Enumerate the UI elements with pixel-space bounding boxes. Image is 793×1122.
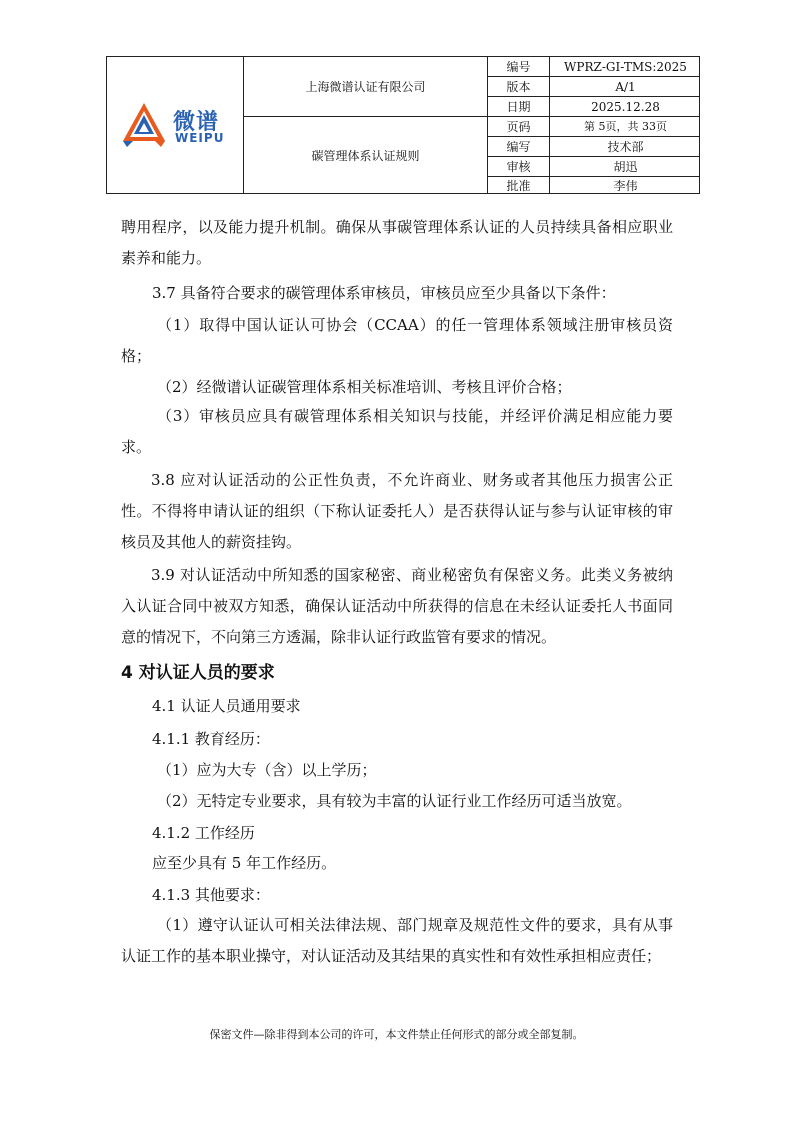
clause-4-1-3-item-1: （1）遵守认证认可相关法律法规、部门规章及规范性文件的要求，具有从事认证工作的基本职业操守，对认证活动及其结果的真实性和有效性承担相应责任； [121,916,673,965]
label-approver: 批准 [506,179,531,193]
section-heading-4: 4 对认证人员的要求 [121,663,275,683]
document-title: 碳管理体系认证规则 [311,149,420,163]
value-author: 技术部 [607,139,644,154]
label-date: 日期 [506,99,531,114]
clause-3-7-item-3: （3）审核员应具有碳管理体系相关知识与技能，并经评价满足相应能力要求。 [121,407,673,456]
value-date: 2025.12.28 [591,99,660,114]
value-page: 第 5页，共 33页 [584,120,667,133]
clause-4-1-3: 4.1.3 其他要求： [152,886,270,904]
weipu-logo [121,101,231,147]
confidential-footer: 保密文件—除非得到本公司的许可，本文件禁止任何形式的部分或全部复制。 [209,1028,584,1041]
clause-4-1-2: 4.1.2 工作经历 [152,824,255,842]
logo-chinese-text: 微谱 [173,110,220,135]
clause-4-1-1-item-2: （2）无特定专业要求，具有较为丰富的认证行业工作经历可适当放宽。 [157,792,632,810]
clause-3-8: 3.8 应对认证活动的公正性负责，不允许商业、财务或者其他压力损害公正性。不得将申请认证的组织（下称认证委托人）是否获得认证与参与认证审核的审核员及其他人的薪资挂钩。 [121,471,673,551]
logo-english-text: WEIPU [175,131,225,145]
clause-3-7-item-1: （1）取得中国认证认可协会（CCAA）的任一管理体系领域注册审核员资格； [121,316,673,365]
label-number: 编号 [506,59,531,74]
clause-4-1-1-item-1: （1）应为大专（含）以上学历； [157,761,377,779]
paragraph-continuation: 聘用程序，以及能力提升机制。确保从事碳管理体系认证的人员持续具备相应职业素养和能力。 [121,218,673,267]
value-reviewer: 胡迅 [613,159,638,174]
label-page: 页码 [506,119,531,134]
value-approver: 李伟 [613,179,638,193]
value-number: WPRZ-GI-TMS:2025 [564,59,687,74]
weipu-logo-mark-icon [121,101,167,147]
value-version: A/1 [615,79,636,94]
label-version: 版本 [506,79,531,94]
clause-4-1-1: 4.1.1 教育经历： [152,730,270,748]
clause-4-1: 4.1 认证人员通用要求 [152,697,301,715]
clause-3-9: 3.9 对认证活动中所知悉的国家秘密、商业秘密负有保密义务。此类义务被纳入认证合同中被双方知悉，确保认证活动中所获得的信息在未经认证委托人书面同意的情况下，不向第三方透漏，除非认证行政监管有要求的情况。 [121,566,673,646]
clause-4-1-2-text: 应至少具有 5 年工作经历。 [152,854,337,872]
clause-3-7: 3.7 具备符合要求的碳管理体系审核员，审核员应至少具备以下条件： [152,284,616,302]
label-author: 编写 [506,139,531,154]
label-reviewer: 审核 [506,159,531,174]
document-header-table [106,56,700,194]
clause-3-7-item-2: （2）经微谱认证碳管理体系相关标准培训、考核且评价合格； [157,378,572,396]
company-name: 上海微谱认证有限公司 [305,79,426,94]
